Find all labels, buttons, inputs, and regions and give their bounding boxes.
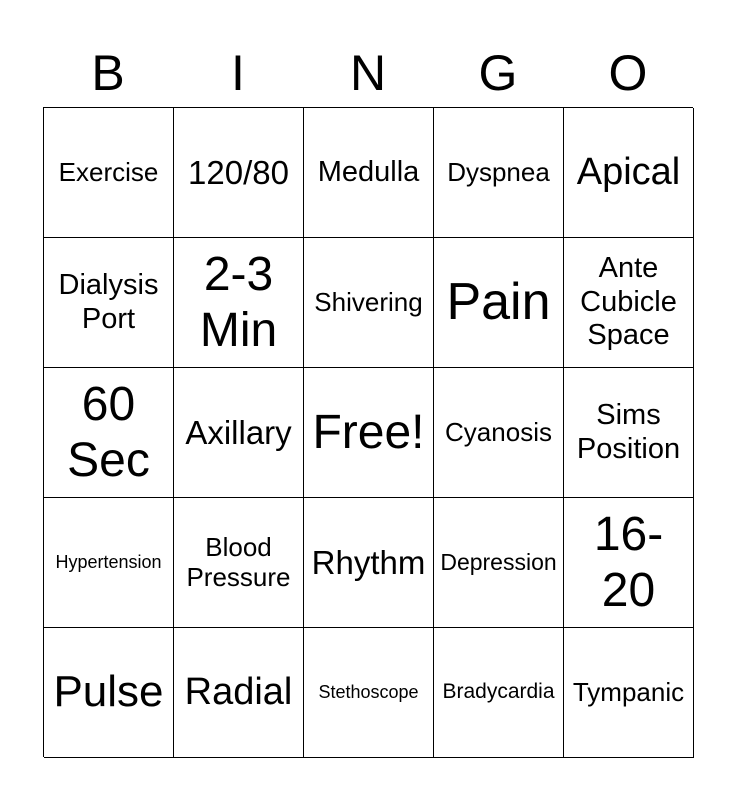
bingo-cell[interactable]: [564, 498, 694, 628]
cell-text: Depression: [440, 549, 557, 576]
bingo-cell[interactable]: [44, 108, 174, 238]
free-space-cell[interactable]: [304, 368, 434, 498]
bingo-cell[interactable]: [44, 238, 174, 368]
cell-text: Apical: [576, 150, 681, 193]
bingo-cell[interactable]: [44, 498, 174, 628]
bingo-cell[interactable]: [564, 628, 694, 758]
header-letter-n: N: [349, 45, 387, 101]
cell-text: 120/80: [188, 153, 289, 191]
bingo-cell[interactable]: [174, 628, 304, 758]
bingo-cell[interactable]: [174, 498, 304, 628]
cell-text: Dyspnea: [447, 156, 550, 187]
bingo-cell[interactable]: [174, 238, 304, 368]
bingo-cell[interactable]: [564, 238, 694, 368]
header-letter-i: I: [231, 45, 245, 101]
bingo-cell[interactable]: [304, 108, 434, 238]
bingo-cell[interactable]: [434, 628, 564, 758]
cell-text: Exercise: [58, 156, 159, 187]
cell-text: 2-3 Min: [199, 248, 278, 357]
cell-text: Blood Pressure: [186, 531, 291, 592]
cell-text: Dialysis Port: [58, 269, 159, 335]
bingo-cell[interactable]: [304, 498, 434, 628]
cell-text: Ante Cubicle Space: [580, 252, 677, 352]
cell-text: Rhythm: [311, 543, 426, 581]
cell-text: 16- 20: [593, 508, 664, 617]
cell-text: Bradycardia: [442, 680, 555, 704]
bingo-cell[interactable]: [174, 108, 304, 238]
bingo-cell[interactable]: [564, 108, 694, 238]
cell-text: Shivering: [314, 286, 423, 317]
bingo-cell[interactable]: [304, 238, 434, 368]
bingo-cell[interactable]: [44, 628, 174, 758]
header-letter-g: G: [478, 45, 518, 101]
cell-text: Medulla: [317, 155, 420, 188]
cell-text: Pulse: [53, 667, 164, 717]
bingo-cell[interactable]: [174, 368, 304, 498]
cell-text: Axillary: [185, 413, 292, 451]
bingo-cell[interactable]: [434, 238, 564, 368]
cell-text: Hypertension: [55, 552, 162, 573]
bingo-cell[interactable]: [434, 368, 564, 498]
bingo-cell[interactable]: [44, 368, 174, 498]
cell-text: Tympanic: [572, 676, 685, 707]
bingo-header: [43, 40, 693, 106]
bingo-cell[interactable]: [304, 628, 434, 758]
header-letter-o: O: [608, 45, 648, 101]
bingo-board: [43, 107, 693, 757]
cell-text: Sims Position: [576, 399, 681, 465]
header-letter-b: B: [91, 45, 125, 101]
bingo-cell[interactable]: [434, 108, 564, 238]
bingo-cell[interactable]: [564, 368, 694, 498]
cell-text: Radial: [184, 670, 293, 713]
cell-text: Stethoscope: [318, 682, 419, 703]
bingo-cell[interactable]: [434, 498, 564, 628]
free-space-text: Free!: [312, 405, 425, 459]
cell-text: Pain: [446, 272, 551, 331]
cell-text: Cyanosis: [445, 416, 552, 447]
cell-text: 60 Sec: [67, 378, 150, 487]
